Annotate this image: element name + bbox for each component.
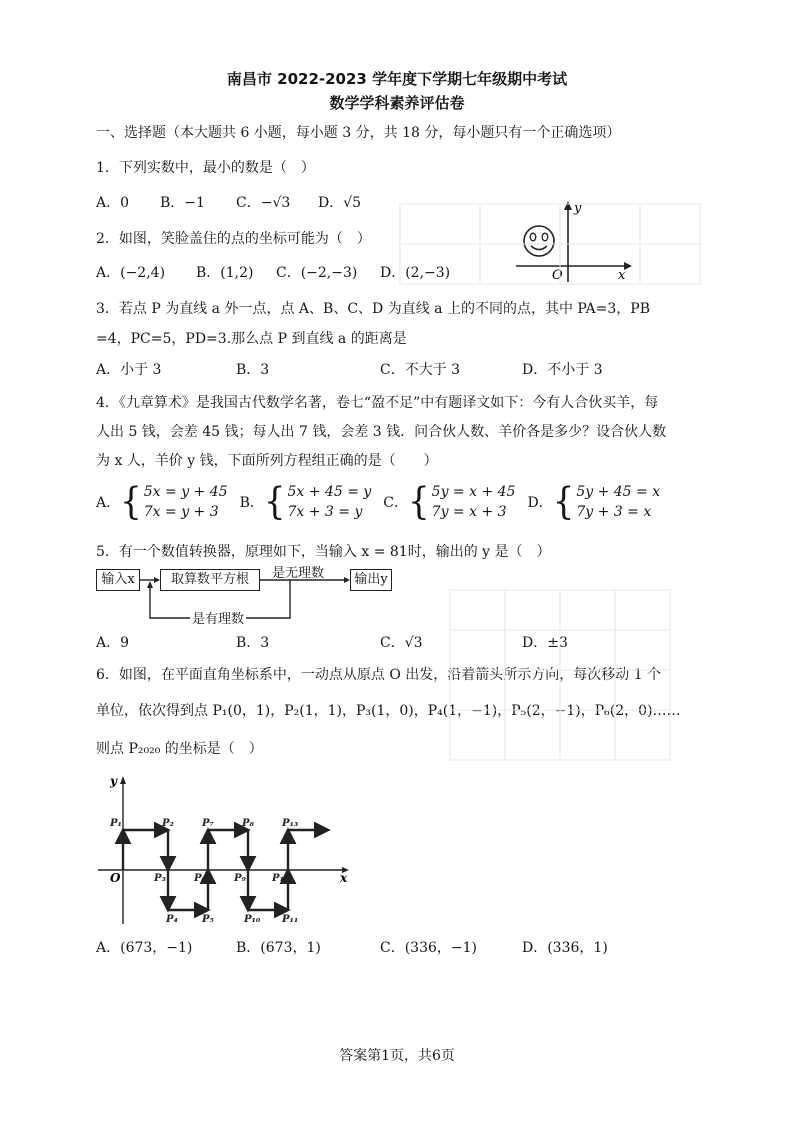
question-6-stem-line1: 6．如图，在平面直角坐标系中，一动点从原点 O 出发，沿着箭头所示方向，每次移动 1 个 [96, 667, 662, 683]
q5-option-b: B．3 [236, 635, 270, 651]
brace-icon: { [120, 480, 142, 524]
q6-x-label: x [340, 871, 348, 885]
q5-flowchart [96, 568, 396, 628]
q6-origin-label: O [110, 871, 121, 885]
q5-option-a: A．9 [96, 635, 130, 651]
point-label-p2: P₂ [162, 818, 174, 829]
q2-origin-label: O [552, 268, 563, 283]
point-label-p13: P₁₃ [282, 818, 299, 829]
q4-b-eq1: 5x + 45 = y [287, 484, 372, 500]
q2-option-d: D．(2,−3) [380, 265, 451, 281]
q5-option-d: D．±3 [522, 635, 568, 651]
flow-process-box: 取算数平方根 [160, 569, 260, 591]
q3-option-d: D．不小于 3 [522, 362, 603, 378]
exam-subtitle: 数学学科素养评估卷 [329, 94, 465, 112]
q6-option-b: B．(673，1) [236, 940, 321, 956]
question-1-stem: 1．下列实数中，最小的数是（ ） [96, 160, 315, 176]
q4-option-b-letter: B． [239, 495, 264, 511]
question-6-stem-line3: 则点 P₂₀₂₀ 的坐标是（ ） [96, 741, 263, 757]
flow-output-box: 输出y [350, 569, 392, 591]
flow-input-box: 输入x [96, 569, 140, 591]
point-label-p11: P₁₁ [282, 914, 299, 925]
question-5-stem: 5．有一个数值转换器，原理如下，当输入 x = 81时，输出的 y 是（ ） [96, 544, 551, 560]
point-label-p6: P₆ [194, 873, 206, 884]
q4-a-eq1: 5x = y + 45 [143, 484, 228, 500]
point-label-p1: P₁ [110, 818, 122, 829]
q4-c-eq1: 5y = x + 45 [431, 484, 516, 500]
q2-option-b: B．(1,2) [196, 265, 254, 281]
q3-option-a: A．小于 3 [96, 362, 162, 378]
q1-option-b: B．−1 [160, 195, 205, 211]
q3-option-b: B．3 [236, 362, 270, 378]
point-label-p9: P₉ [234, 873, 246, 884]
q4-option-c-letter: C． [383, 495, 409, 511]
exam-title: 南昌市 2022-2023 学年度下学期七年级期中考试 [226, 70, 568, 88]
q2-option-a: A．(−2,4) [96, 265, 166, 281]
question-4-stem-line1: 4．《九章算术》是我国古代数学名著，卷七“盈不足”中有题译文如下：今有人合伙买羊，每 [96, 395, 659, 411]
q2-x-label: x [618, 268, 626, 283]
q2-option-c: C．(−2,−3) [276, 265, 358, 281]
point-label-p5: P₅ [202, 914, 214, 925]
flow-rational-label: 是有理数 [190, 608, 246, 627]
point-label-p7: P₇ [202, 818, 214, 829]
q4-c-eq2: 7y = x + 3 [431, 504, 507, 520]
q6-path-figure [96, 768, 366, 928]
question-4-stem-line2: 人出 5 钱，会差 45 钱；每人出 7 钱，会差 3 钱．问合伙人数、羊价各是多少？设合伙人数 [96, 424, 667, 440]
bleed-through-marks [390, 200, 720, 860]
section-heading: 一、选择题（本大题共 6 小题，每小题 3 分，共 18 分，每小题只有一个正确选项） [96, 125, 621, 141]
q4-option-a [96, 482, 228, 522]
q1-option-d: D．√5 [318, 195, 362, 211]
point-label-p4: P₄ [166, 914, 178, 925]
q3-option-c: C．不大于 3 [380, 362, 461, 378]
question-3-stem-line2: =4，PC=5，PD=3.那么点 P 到直线 a 的距离是 [96, 331, 407, 347]
q4-a-eq2: 7x = y + 3 [143, 504, 219, 520]
q4-option-d-letter: D． [527, 495, 553, 511]
question-4-stem-line3: 为 x 人，羊价 y 钱，下面所列方程组正确的是（ ） [96, 453, 438, 469]
q4-d-eq1: 5y + 45 = x [576, 484, 661, 500]
q5-option-c: C．√3 [380, 635, 423, 651]
point-label-p3: P₃ [154, 873, 166, 884]
q1-option-c: C．−√3 [236, 195, 291, 211]
q6-option-a: A．(673，−1) [96, 940, 193, 956]
point-label-p10: P₁₀ [244, 914, 261, 925]
question-3-stem-line1: 3．若点 P 为直线 a 外一点，点 A、B、C、D 为直线 a 上的不同的点，其中 PA=3，PB [96, 301, 650, 317]
q4-option-a-letter: A． [96, 495, 121, 511]
q6-option-c: C．(336，−1) [380, 940, 477, 956]
flow-irrational-label: 是无理数 [272, 566, 325, 581]
point-label-p8: P₈ [242, 818, 254, 829]
point-label-p12: P₁₂ [272, 873, 289, 884]
q4-option-b [240, 482, 372, 522]
page-footer: 答案第1页，共6页 [339, 1048, 455, 1064]
q6-option-d: D．(336，1) [522, 940, 608, 956]
q4-d-eq2: 7y + 3 = x [576, 504, 652, 520]
q4-b-eq2: 7x + 3 = y [287, 504, 363, 520]
brace-icon: { [263, 480, 286, 524]
q6-y-label: y [110, 774, 117, 788]
brace-icon: { [552, 480, 575, 524]
q1-option-a: A．0 [96, 195, 130, 211]
q2-y-label: y [574, 201, 582, 216]
brace-icon: { [408, 480, 430, 524]
question-2-stem: 2．如图，笑脸盖住的点的坐标可能为（ ） [96, 231, 371, 247]
question-6-stem-line2: 单位，依次得到点 P₁(0，1)，P₂(1，1)，P₃(1，0)，P₄(1，−1)，P₅(2，−1)，P₆(2，0)…… [96, 703, 681, 719]
